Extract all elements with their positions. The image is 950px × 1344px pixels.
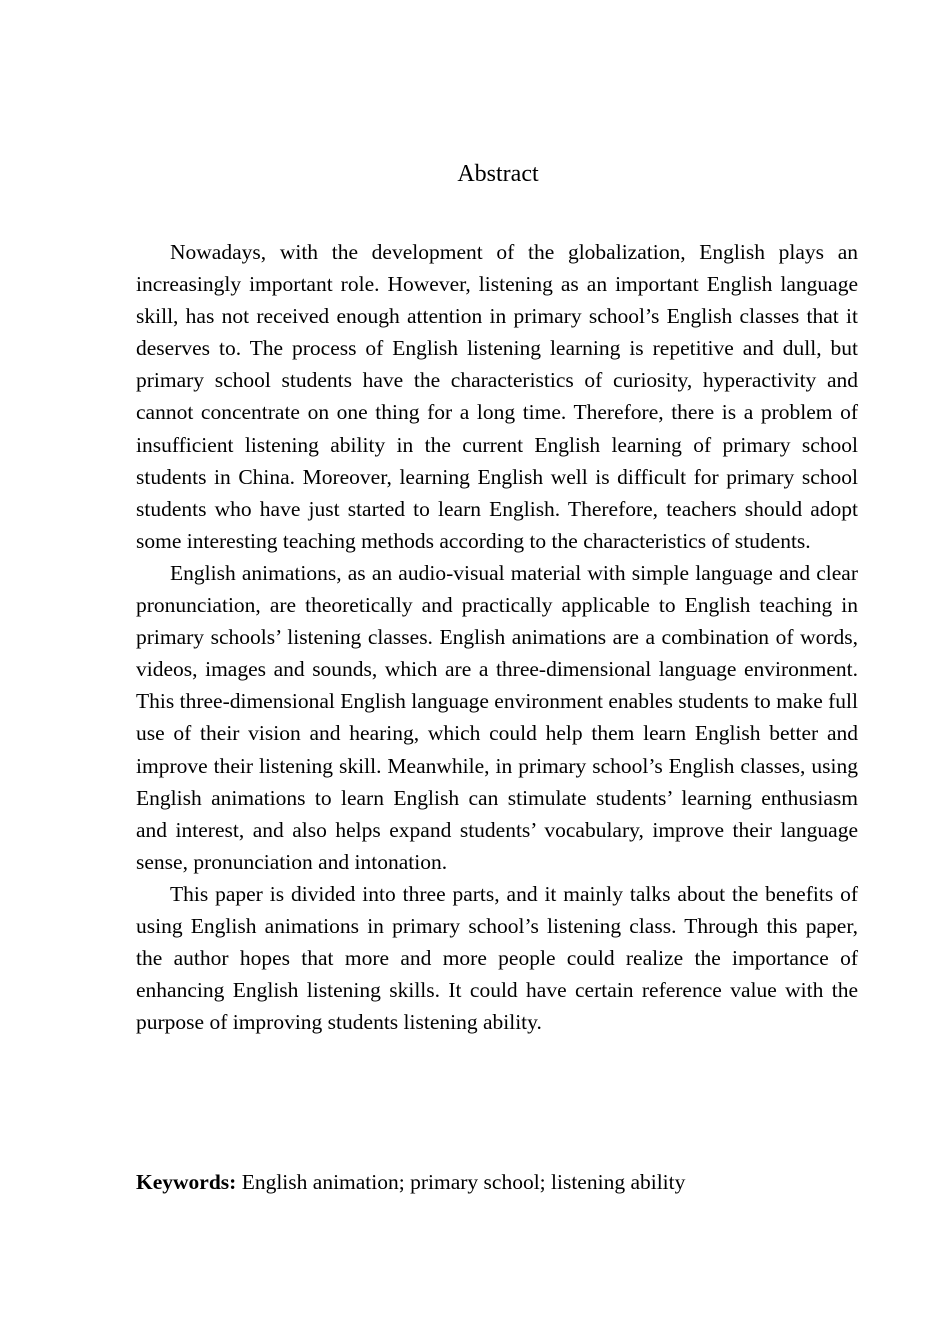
abstract-body	[136, 236, 858, 1038]
abstract-title: Abstract	[457, 161, 539, 187]
abstract-paragraph-3: This paper is divided into three parts, and it mainly talks about the benefits of using English animations in primary school’s listening class. Through this paper, the author hopes that more and more people could realize the importance of enhancing English listening skills. It could have certain reference value with the purpose of improving students listening ability.	[136, 881, 858, 1035]
keywords-label: Keywords:	[136, 1170, 237, 1194]
abstract-paragraph-1: Nowadays, with the development of the globalization, English plays an increasingly important role. However, listening as an important English language skill, has not received enough attention in primary school’s English classes that it deserves to. The process of English listening learning is repetitive and dull, but primary school students have the characteristics of curiosity, hyperactivity and cannot concentrate on one thing for a long time. Therefore, there is a problem of insufficient listening ability in the current English learning of primary school students in China. Moreover, learning English well is difficult for primary school students who have just started to learn English. Therefore, teachers should adopt some interesting teaching methods according to the characteristics of students.	[136, 240, 858, 553]
keywords-text: English animation; primary school; listening ability	[236, 1170, 686, 1194]
keywords-line	[136, 1166, 858, 1198]
abstract-paragraph-2: English animations, as an audio-visual material with simple language and clear pronunciation, are theoretically and practically applicable to English teaching in primary schools’ listening classes. English animations are a combination of words, videos, images and sounds, which are a three-dimensional language environment. This three-dimensional English language environment enables students to make full use of their vision and hearing, which could help them learn English better and improve their listening skill. Meanwhile, in primary school’s English classes, using English animations to learn English can stimulate students’ learning enthusiasm and interest, and also helps expand students’ vocabulary, improve their language sense, pronunciation and intonation.	[136, 560, 858, 874]
